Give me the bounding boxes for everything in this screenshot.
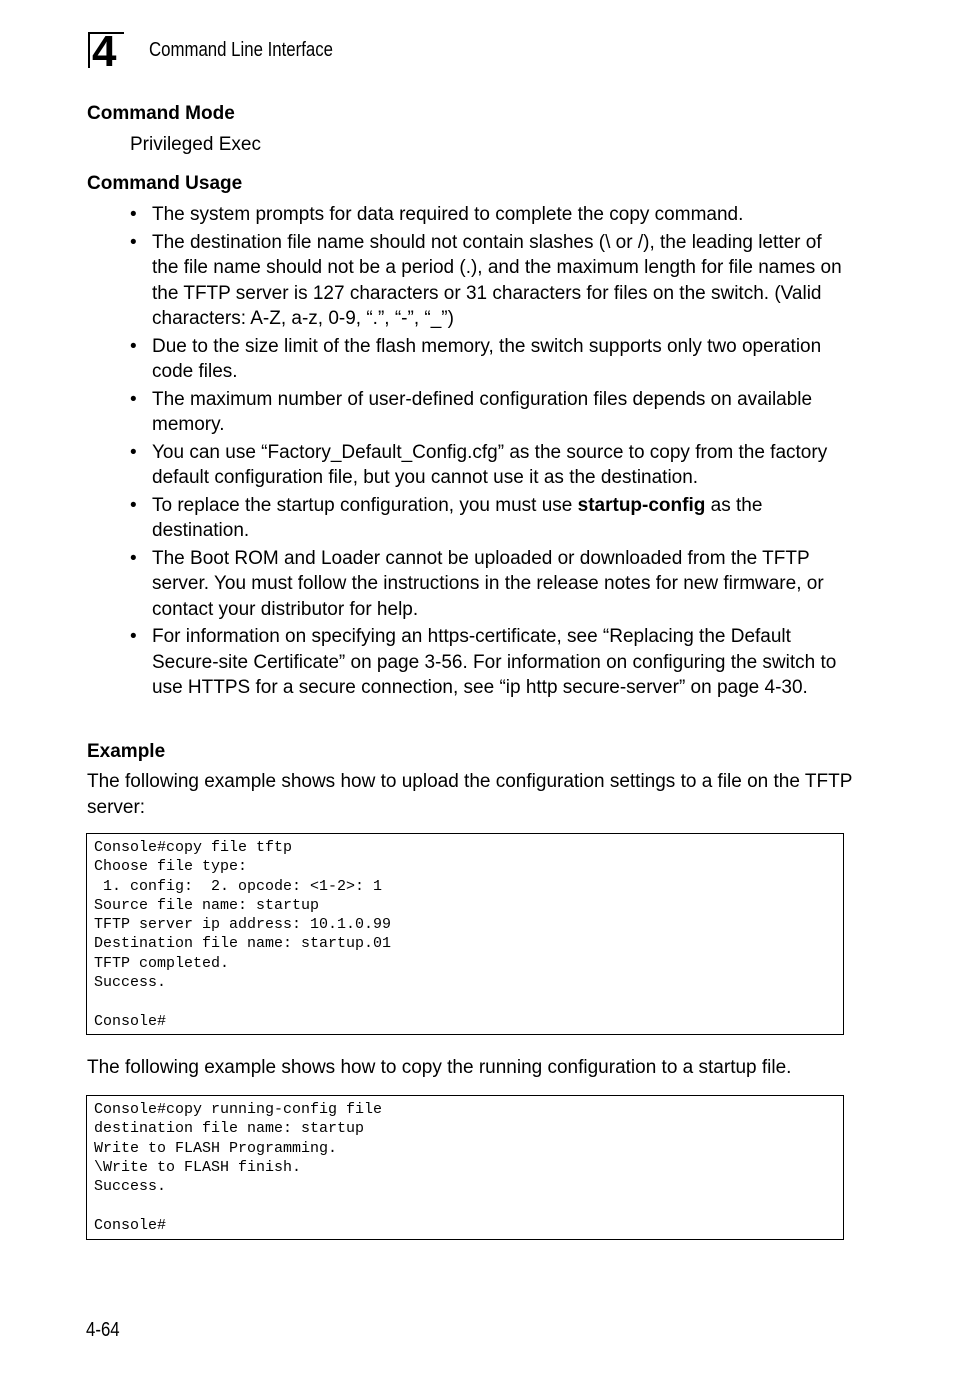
bullet-marker: • (130, 204, 137, 225)
usage-item-7 (0, 546, 844, 623)
command-mode-heading: Command Mode (87, 103, 235, 124)
bullet-marker: • (130, 335, 137, 357)
bullet-marker: • (130, 494, 137, 516)
code-block-upload (86, 833, 844, 1035)
code-text: Console#copy running-config file destination file name: startup Write to FLASH Programming. \Write to FLASH finish. Success. Console# (94, 1101, 383, 1234)
usage-item-text: For information on specifying an https-certificate, see “Replacing the Default Secure-site Certificate” on page 3-56. For information on configuring the switch to use HTTPS for a secure connection, see “ip http secure-server” on page 4-30. (152, 626, 837, 698)
usage-item-6 (0, 493, 844, 544)
chapter-number: 4 (92, 27, 117, 76)
command-usage-heading: Command Usage (87, 173, 243, 194)
usage-item-text-after: as the destination. (152, 494, 763, 541)
bullet-marker: • (130, 388, 137, 410)
usage-item-5 (0, 440, 844, 491)
usage-item-text-before: To replace the startup configuration, you must use (152, 494, 578, 516)
usage-item-1 (0, 202, 844, 228)
code-text: Console#copy file tftp Choose file type: 1. config: 2. opcode: <1-2>: 1 Source file name: startup TFTP server ip address: 10.1.0.99 Destination file name: startup.01 TFTP completed. Success. Console# (94, 839, 392, 1030)
bullet-marker: • (130, 231, 137, 253)
usage-item-text: The system prompts for data required to complete the copy command. (152, 204, 744, 225)
startup-config-keyword: startup-config (577, 494, 706, 516)
usage-item-2 (0, 230, 844, 332)
bullet-marker: • (130, 441, 137, 463)
usage-item-text: Due to the size limit of the flash memory, the switch supports only two operation code files. (152, 335, 822, 382)
usage-item-text: The maximum number of user-defined configuration files depends on available memory. (152, 388, 813, 435)
usage-item-text: The destination file name should not contain slashes (\ or /), the leading letter of the file name should not be a period (.), and the maximum length for file names on the TFTP server is 127 characters or 31 characters for files on the switch. (Valid characters: A-Z, a-z, 0-9, “.”, “-”, “_”) (152, 231, 842, 329)
usage-item-4 (0, 387, 844, 438)
bullet-marker: • (130, 626, 137, 647)
usage-item-3 (0, 334, 844, 385)
page-number: 4-64 (86, 1319, 120, 1341)
bullet-marker: • (130, 547, 137, 569)
usage-item-text: You can use “Factory_Default_Config.cfg” as the source to copy from the factory default configuration file, but you cannot use it as the destination. (152, 441, 828, 488)
example-intro-copy-running: The following example shows how to copy the running configuration to a startup file. (87, 1057, 792, 1078)
running-header-title: Command Line Interface (149, 39, 333, 61)
chapter-marker (88, 27, 124, 76)
command-mode-value: Privileged Exec (130, 134, 261, 155)
usage-item-8 (0, 624, 844, 701)
command-usage-list (0, 202, 954, 703)
example-heading: Example (87, 741, 166, 762)
code-block-copy-running (86, 1095, 844, 1240)
usage-item-text: The Boot ROM and Loader cannot be uploaded or downloaded from the TFTP server. You must follow the instructions in the release notes for new firmware, or contact your distributor for help. (152, 547, 824, 620)
chapter-marker-left-rule (88, 32, 90, 68)
example-intro-upload: The following example shows how to upload the configuration settings to a file on the TFTP server: (87, 771, 853, 818)
